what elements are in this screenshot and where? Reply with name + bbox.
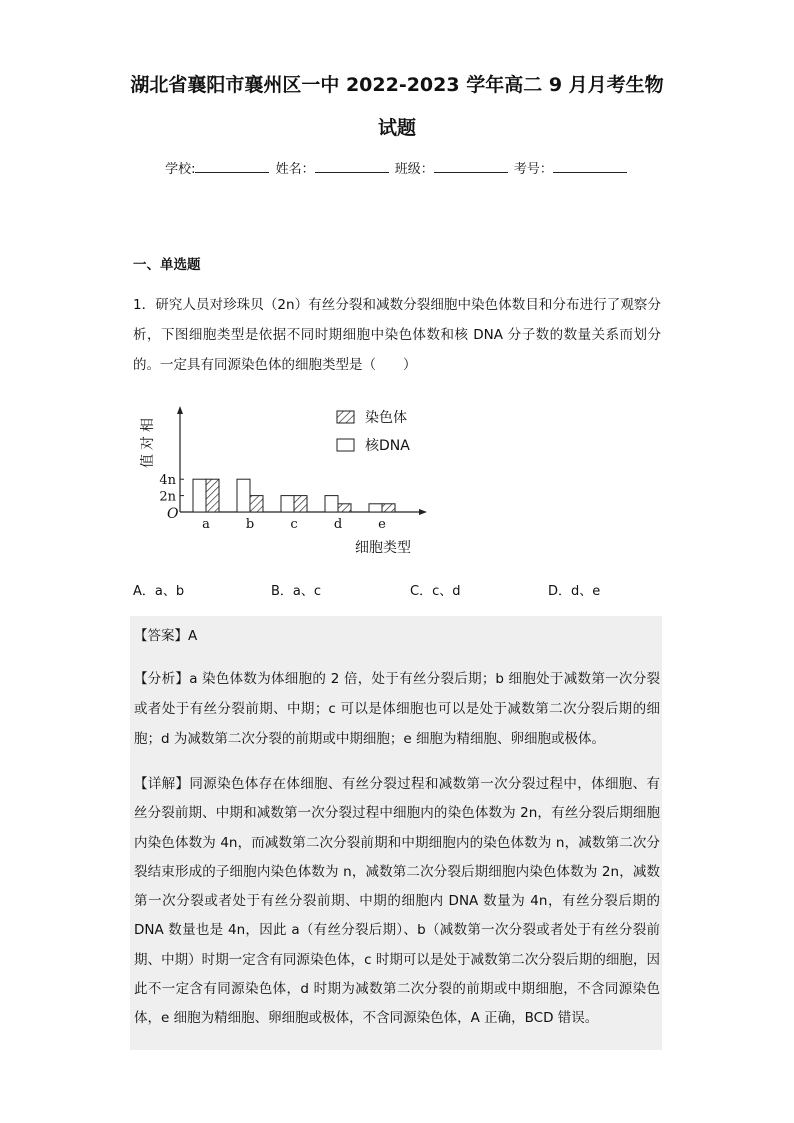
name-blank[interactable] xyxy=(315,160,389,173)
y-tick-label: 4n xyxy=(159,473,176,489)
bar-chromosome xyxy=(250,496,263,512)
y-axis-arrow xyxy=(177,406,183,414)
student-info-line xyxy=(0,158,794,177)
class-label: 班级： xyxy=(394,162,434,177)
analysis-paragraph xyxy=(134,664,660,754)
y-axis-label-char: 相 xyxy=(140,418,156,432)
exam-number-blank[interactable] xyxy=(553,160,627,173)
detail-paragraph xyxy=(134,770,660,1034)
x-tick-label: a xyxy=(202,517,210,532)
option-b[interactable]: B．a、c xyxy=(271,584,322,599)
detail-text: 同源染色体存在体细胞、有丝分裂过程和减数第一次分裂过程中，体细胞、有丝分裂前期、中期和减数第一次分裂过程中细胞内的染色体数为 2n，有丝分裂后期细胞内染色体数为 4n，而减数第二次分裂前期和中期细胞内的染色体数为 n，减数第二次分裂结束形成的子细胞内染色体数为 n，减数第二次分裂后期细胞内染色体数为 2n，减数第一次分裂或者处于有丝分裂前期、中期的细胞内 DNA 数量为 4n，有丝分裂后期的 DNA 数量也是 4n，因此 a（有丝分裂后期）、b（减数第一次分裂或者处于有丝分裂前期、中期）时期一定含有同源染色体，c 时期可以是处于减数第二次分裂后期的细胞，因此不一定含有同源染色体，d 时期为减数第二次分裂的前期或中期细胞，不含同源染色体，e 细胞为精细胞、卵细胞或极体，不含同源染色体，A 正确，BCD 错误。 xyxy=(134,776,660,1027)
bar-dna xyxy=(193,479,206,512)
class-blank[interactable] xyxy=(434,160,508,173)
x-tick-label: d xyxy=(333,517,343,532)
name-label: 姓名： xyxy=(275,162,315,177)
detail-label: 【详解】 xyxy=(134,776,190,792)
x-tick-label: e xyxy=(378,517,386,532)
option-a[interactable]: A．a、b xyxy=(133,584,185,599)
section-title: 一、单选题 xyxy=(133,257,201,273)
answer-label: 【答案】 xyxy=(134,628,188,644)
y-axis-label-char: 值 xyxy=(140,454,156,468)
x-tick-label: c xyxy=(290,517,298,532)
bar-chromosome xyxy=(382,504,395,512)
bar-chromosome xyxy=(338,504,351,512)
analysis-text: a 染色体数为体细胞的 2 倍，处于有丝分裂后期；b 细胞处于减数第一次分裂或者处于有丝分裂前期、中期；c 可以是体细胞也可以是处于减数第二次分裂后期的细胞；d 为减数第二次分裂的前期或中期细胞；e 细胞为精细胞、卵细胞或极体。 xyxy=(134,671,660,747)
question-text: 1．研究人员对珍珠贝（2n）有丝分裂和减数分裂细胞中染色体数目和分布进行了观察分析，下图细胞类型是依据不同时期细胞中染色体数和核 DNA 分子数的数量关系而划分的。一定具有同源染色体的细胞类型是（ ） xyxy=(133,297,661,373)
legend-label-chromosome: 染色体 xyxy=(365,410,407,426)
bar-dna xyxy=(237,479,250,512)
y-axis-label-char: 对 xyxy=(140,436,156,450)
option-d[interactable]: D．d、e xyxy=(548,584,601,599)
page-title: 湖北省襄阳市襄州区一中 2022-2023 学年高二 9 月月考生物 xyxy=(130,74,664,96)
x-axis-label: 细胞类型 xyxy=(355,540,411,556)
school-label: 学校: xyxy=(165,162,196,177)
answer-line xyxy=(134,624,197,644)
bar-dna xyxy=(369,504,382,512)
bar-dna xyxy=(325,496,338,512)
x-axis-arrow xyxy=(419,509,427,515)
answer-value: A xyxy=(188,628,198,644)
school-blank[interactable] xyxy=(195,160,269,173)
y-tick-label: 2n xyxy=(159,489,176,505)
bar-chart xyxy=(135,400,435,560)
option-c[interactable]: C．c、d xyxy=(410,584,461,599)
analysis-label: 【分析】 xyxy=(134,671,190,687)
legend-label-dna: 核DNA xyxy=(365,438,410,454)
legend-swatch-chromosome xyxy=(337,411,354,423)
legend-swatch-dna xyxy=(337,439,354,451)
origin-label: O xyxy=(167,506,179,522)
x-tick-label: b xyxy=(245,517,255,532)
exam-number-label: 考号： xyxy=(513,162,553,177)
bar-chromosome xyxy=(294,496,307,512)
page-title-line2: 试题 xyxy=(377,117,416,139)
bar-dna xyxy=(281,496,294,512)
bar-chromosome xyxy=(206,479,219,512)
